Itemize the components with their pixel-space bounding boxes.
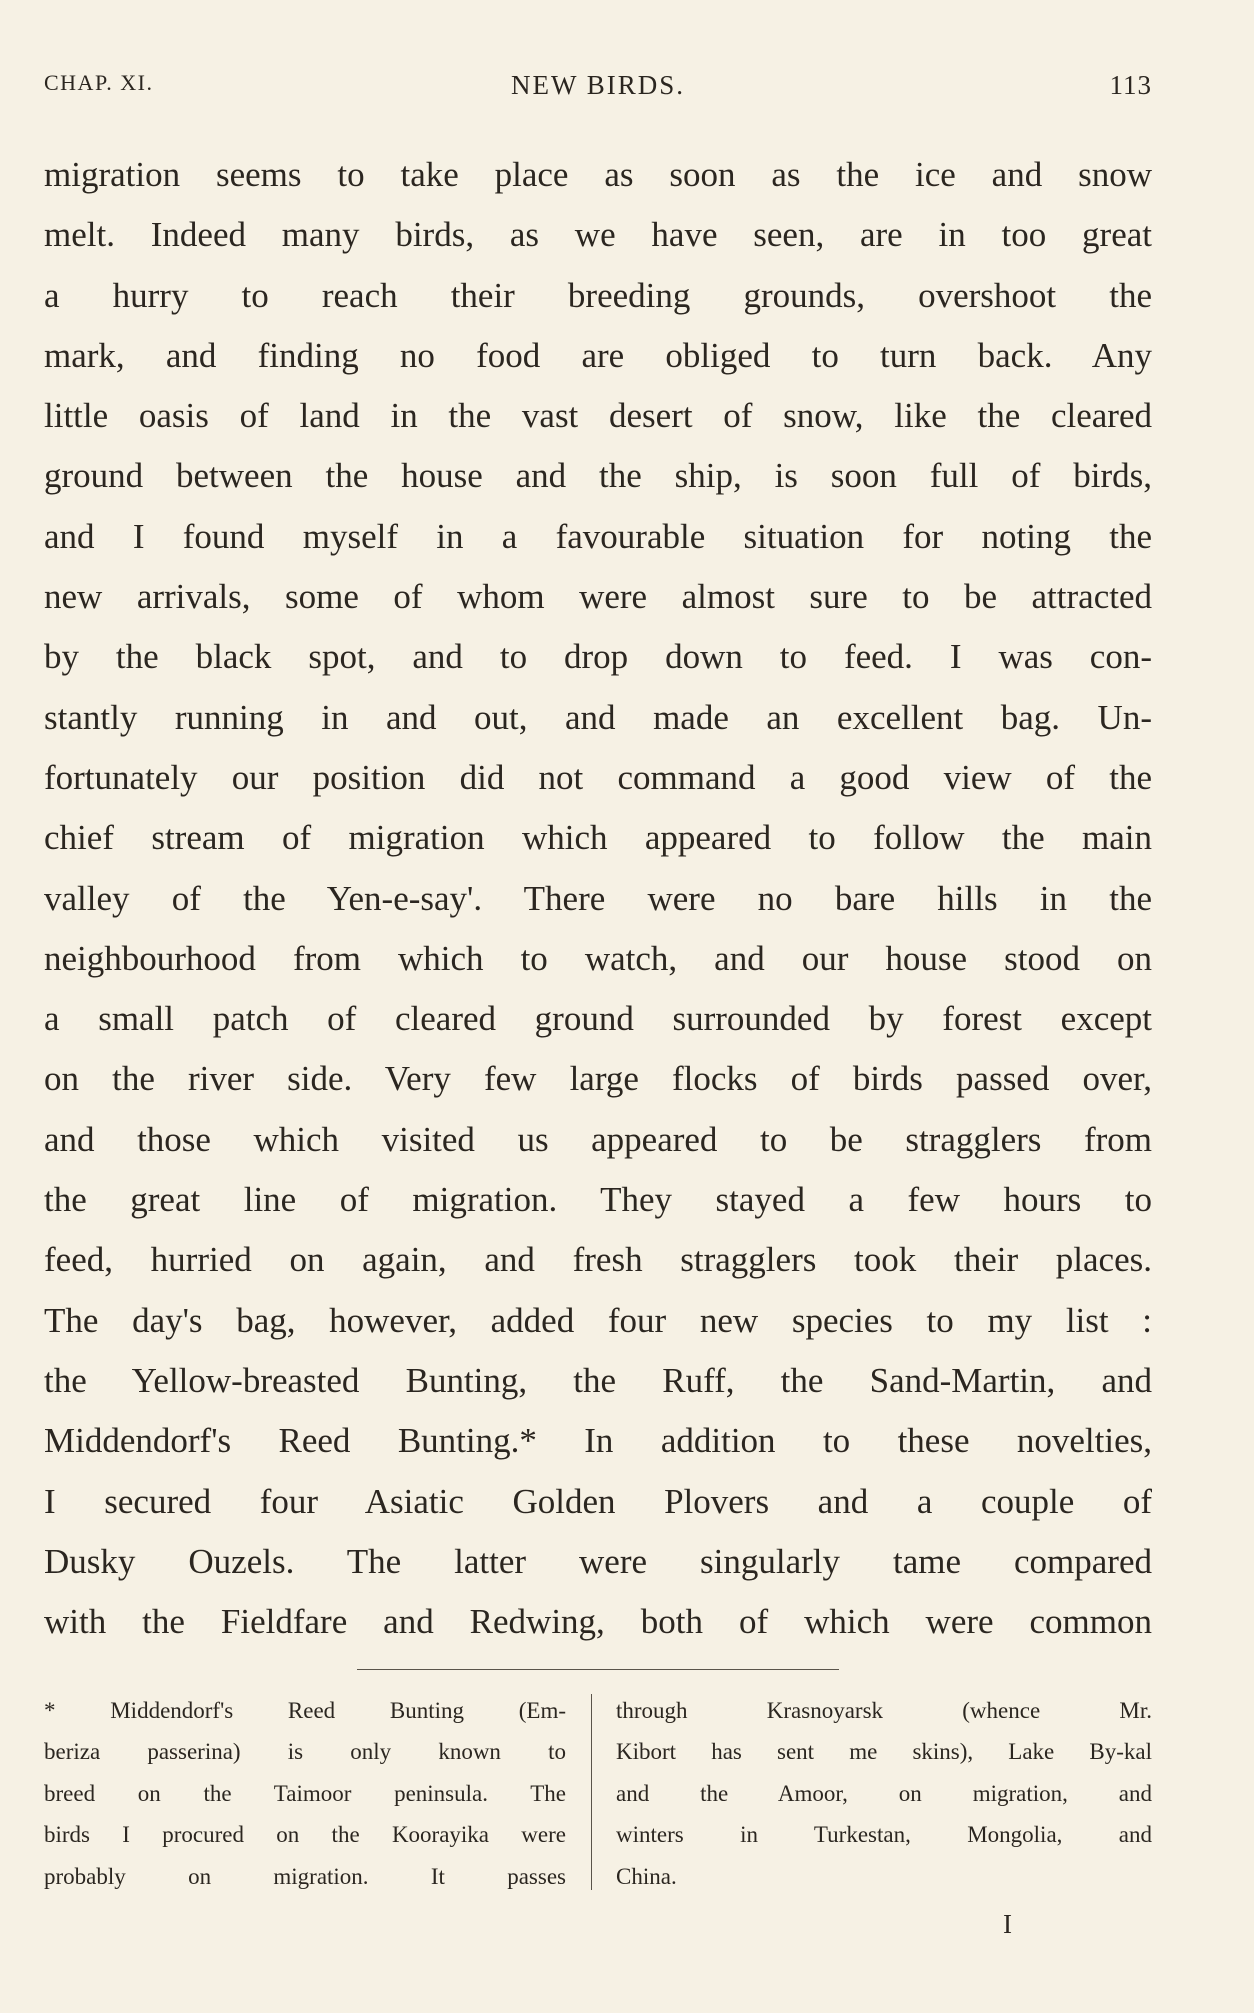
footnote-line: birds I procured on the Koorayika were	[44, 1822, 566, 1848]
body-line: new arrivals, some of whom were almost sure to be attracted	[44, 577, 1152, 617]
footnote	[44, 1690, 1152, 1900]
body-line: a hurry to reach their breeding grounds, overshoot the	[44, 275, 1152, 315]
footnote-line: China.	[616, 1863, 677, 1889]
footnote-column-left	[44, 1690, 566, 1897]
body-line: Dusky Ouzels. The latter were singularly tame compared	[44, 1541, 1152, 1581]
body-line: and I found myself in a favourable situation for noting the	[44, 516, 1152, 556]
body-line: the great line of migration. They stayed a few hours to	[44, 1180, 1152, 1220]
body-line: a small patch of cleared ground surrounded by forest except	[44, 999, 1152, 1039]
footnote-line: * Middendorf's Reed Bunting (Em-	[44, 1698, 566, 1723]
body-line: The day's bag, however, added four new species to my list :	[44, 1300, 1152, 1340]
body-text	[44, 145, 1152, 1652]
body-line: fortunately our position did not command a good view of the	[44, 757, 1152, 797]
footnote-rule	[357, 1669, 839, 1670]
footnote-column-divider	[591, 1694, 592, 1890]
body-line: mark, and finding no food are obliged to turn back. Any	[44, 335, 1152, 375]
page-number: 113	[1109, 70, 1152, 100]
running-title: NEW BIRDS.	[510, 70, 685, 100]
body-line: the Yellow-breasted Bunting, the Ruff, the Sand-Martin, and	[44, 1360, 1152, 1400]
body-line: melt. Indeed many birds, as we have seen, are in too great	[44, 215, 1152, 255]
body-line: migration seems to take place as soon as the ice and snow	[44, 155, 1152, 194]
footnote-line: Kibort has sent me skins), Lake By-kal	[616, 1739, 1152, 1765]
body-line: Middendorf's Reed Bunting.* In addition to these novelties,	[44, 1421, 1152, 1461]
chapter-label: CHAP. XI.	[44, 70, 154, 95]
footnote-column-right	[616, 1690, 1152, 1897]
body-line: valley of the Yen-e-say'. There were no bare hills in the	[44, 878, 1152, 918]
footnote-line: probably on migration. It passes	[44, 1863, 566, 1889]
body-line: stantly running in and out, and made an excellent bag. Un-	[44, 697, 1152, 737]
running-header	[44, 70, 1152, 110]
signature-mark: I	[1003, 1909, 1012, 1939]
footnote-line: and the Amoor, on migration, and	[616, 1780, 1152, 1806]
body-line: chief stream of migration which appeared to follow the main	[44, 818, 1152, 858]
body-line: on the river side. Very few large flocks of birds passed over,	[44, 1059, 1152, 1099]
body-line: by the black spot, and to drop down to feed. I was con-	[44, 637, 1152, 677]
body-line: ground between the house and the ship, is soon full of birds,	[44, 456, 1152, 496]
footnote-line: winters in Turkestan, Mongolia, and	[616, 1822, 1152, 1848]
body-line: feed, hurried on again, and fresh stragglers took their places.	[44, 1240, 1152, 1280]
footnote-line: breed on the Taimoor peninsula. The	[44, 1780, 566, 1806]
body-line: with the Fieldfare and Redwing, both of which were common	[44, 1602, 1152, 1642]
footnote-line: beriza passerina) is only known to	[44, 1739, 566, 1765]
body-line: I secured four Asiatic Golden Plovers and a couple of	[44, 1481, 1152, 1521]
body-line: neighbourhood from which to watch, and our house stood on	[44, 938, 1152, 978]
body-line: little oasis of land in the vast desert of snow, like the cleared	[44, 396, 1152, 436]
footnote-line: through Krasnoyarsk (whence Mr.	[616, 1698, 1152, 1723]
body-line: and those which visited us appeared to be stragglers from	[44, 1119, 1152, 1159]
